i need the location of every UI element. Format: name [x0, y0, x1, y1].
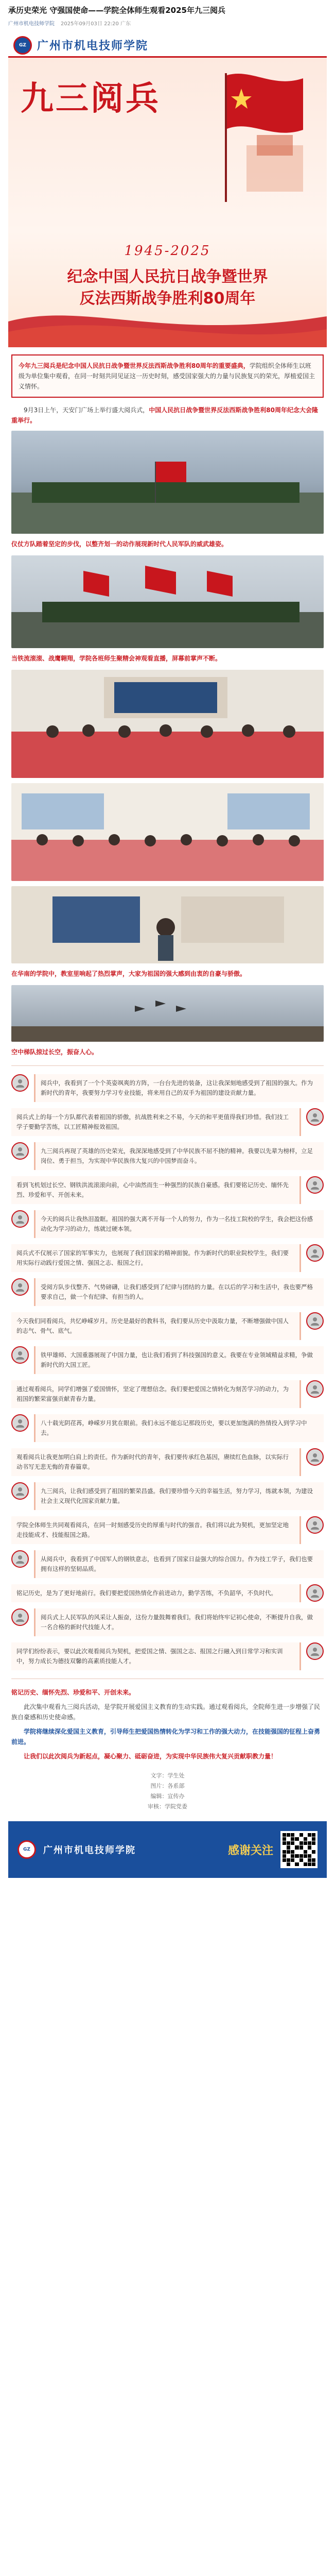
photo-air-formation [11, 985, 324, 1042]
user-icon [310, 1384, 320, 1394]
reflection-card [11, 1448, 324, 1476]
user-icon [310, 1452, 320, 1462]
reflection-card [11, 1584, 324, 1602]
article-source[interactable]: 广州市机电技师学院 [8, 21, 55, 27]
reflection-text: 九三阅兵，让我们感受到了祖国的繁荣昌盛。我们要珍惜今天的幸福生活，努力学习，练就本领，为建设社会主义现代化国家贡献力量。 [34, 1482, 324, 1510]
reflection-card [11, 1414, 324, 1442]
reflection-text: 通过观看阅兵，同学们增强了爱国情怀，坚定了理想信念。我们要把爱国之情转化为刻苦学习的动力，为祖国的繁荣富强贡献青春力量。 [11, 1380, 301, 1408]
closing-red: 铭记历史、缅怀先烈、珍爱和平、开创未来。 [11, 1689, 135, 1696]
user-icon [15, 1418, 25, 1428]
user-icon [15, 1350, 25, 1360]
reflection-card [11, 1516, 324, 1544]
photo-honor-guard [11, 431, 324, 534]
photo-flag-parade [11, 555, 324, 648]
reflection-text: 铭记历史，是为了更好地前行。我们要把爱国热情化作前进动力，勤学苦练，不负韶华，不负时代。 [11, 1584, 301, 1602]
poster-wave [8, 301, 327, 347]
user-icon [310, 1646, 320, 1656]
article-date: 2025年09月03日 22:20 广东 [61, 21, 131, 27]
reflection-card [11, 1278, 324, 1306]
reflection-text: 同学们纷纷表示，要以此次观看阅兵为契机，把爱国之情、强国之志、报国之行融入到日常学习和实训中，努力成长为德技双馨的高素质技能人才。 [11, 1642, 301, 1670]
reflection-text: 阅兵中，我看到了一个个英姿飒爽的方阵，一台台先进的装备，这让我深刻地感受到了祖国的强大。作为新时代的青年，我要努力学习专业技能，将来用自己的双手为祖国的建设贡献力量。 [34, 1074, 324, 1102]
avatar [11, 1482, 29, 1500]
avatar [11, 1142, 29, 1160]
avatar [306, 1516, 324, 1534]
user-icon [310, 1588, 320, 1598]
avatar [306, 1380, 324, 1398]
thanks-label: 感谢关注 [227, 1844, 273, 1857]
school-logo: GZ [17, 1840, 36, 1859]
article-title: 承历史荣光 守强国使命——学院全体师生观看2025年九三阅兵 [8, 6, 225, 15]
user-icon [310, 1248, 320, 1258]
closing-section [11, 1687, 324, 1761]
avatar [306, 1176, 324, 1194]
reflection-card [11, 1346, 324, 1374]
avatar [306, 1108, 324, 1126]
thanks-school-name: 广州市机电技师学院 [43, 1845, 136, 1856]
avatar [11, 1074, 29, 1092]
parade-poster [8, 58, 327, 347]
user-icon [310, 1316, 320, 1326]
avatar [11, 1608, 29, 1626]
user-icon [15, 1554, 25, 1564]
user-icon [15, 1612, 25, 1622]
reflection-text: 九三阅兵再现了英雄的历史荣光，我深深地感受到了中华民族不屈不挠的精神。我要以先辈为榜样，立足岗位、勇于担当，为实现中华民族伟大复兴的中国梦而奋斗。 [34, 1142, 324, 1170]
reflection-text: 八十载光阴荏苒，峥嵘岁月犹在眼前。我们永远不能忘记那段历史，要以更加饱满的热情投入到学习中去。 [34, 1414, 324, 1442]
reflection-text: 阅兵式上人民军队的风采让人振奋，这份力量鼓舞着我们。我们将始终牢记初心使命，不断提升自我，做一名合格的新时代技能人才。 [34, 1608, 324, 1636]
reflection-card [11, 1244, 324, 1272]
user-icon [310, 1180, 320, 1190]
photo-classroom-2 [11, 783, 324, 881]
user-icon [15, 1146, 25, 1156]
poster-subtitle-2: 反法西斯战争胜利80周年 [79, 290, 256, 308]
photo-caption-2: 当铁流滚滚、战鹰翱翔，学院各班师生聚精会神观看直播，屏幕前掌声不断。 [11, 655, 222, 662]
user-icon [15, 1282, 25, 1292]
reflection-text: 阅兵式不仅展示了国家的军事实力，也展现了我们国家的精神面貌。作为新时代的职业院校学生，我们要用实际行动践行爱国之情、强国之志、报国之行。 [11, 1244, 301, 1272]
user-icon [310, 1112, 320, 1122]
credit-review: 审核：学院党委 [148, 1803, 187, 1810]
avatar [11, 1210, 29, 1228]
user-icon [15, 1214, 25, 1224]
credits [11, 1771, 324, 1812]
intro-box [11, 354, 324, 398]
intro-rest: 学院组织全体师生以班级为单位集中观看，在同一时刻共同见证这一历史时刻，感受国家强大的力量与民族复兴的荣光，厚植爱国主义情怀。 [19, 362, 315, 390]
reflection-text: 铁甲雄师、大国重器展现了中国力量，也让我们看到了科技强国的意义。我要在专业领域精益求精，争做新时代的大国工匠。 [34, 1346, 324, 1374]
reflection-card [11, 1312, 324, 1340]
avatar [306, 1312, 324, 1330]
reflection-card [11, 1550, 324, 1578]
reflection-card [11, 1608, 324, 1636]
reflection-card [11, 1108, 324, 1136]
photo-caption-1: 仪仗方队踏着坚定的步伐，以整齐划一的动作展现新时代人民军队的威武雄姿。 [11, 540, 228, 548]
avatar [11, 1414, 29, 1432]
photo-caption-4: 空中梯队掠过长空，振奋人心。 [11, 1048, 98, 1056]
reflection-text: 观看阅兵让我更加明白肩上的责任。作为新时代的青年，我们要传承红色基因，赓续红色血脉，以实际行动书写无悲无悔的青春篇章。 [11, 1448, 301, 1476]
divider [11, 1065, 324, 1066]
poster-years: 1945-2025 [124, 243, 211, 259]
user-icon [15, 1078, 25, 1088]
reflection-card [11, 1074, 324, 1102]
reflection-text: 阅兵式上的每一个方队都代表着祖国的骄傲，抗战胜利来之不易，今天的和平更值得我们珍惜。我们技工学子要勤学苦练，以工匠精神报效祖国。 [11, 1108, 301, 1136]
reflection-card [11, 1380, 324, 1408]
thanks-banner [8, 1821, 327, 1878]
closing-blue: 学院将继续深化爱国主义教育，引导师生把爱国热情转化为学习和工作的强大动力，在技能强国的征程上奋勇前进。 [11, 1728, 321, 1745]
reflection-card [11, 1210, 324, 1238]
article-meta [8, 19, 327, 27]
closing-last: 让我们以此次阅兵为新起点，凝心聚力、砥砺奋进，为实现中华民族伟大复兴贡献职教力量！ [24, 1753, 277, 1760]
reflection-text: 看到飞机划过长空、钢铁洪流滚滚向前，心中油然而生一种强烈的民族自豪感。我们要铭记历史、缅怀先烈、珍爱和平、开创未来。 [11, 1176, 301, 1204]
photo-classroom-1 [11, 670, 324, 778]
reflection-card [11, 1642, 324, 1670]
avatar [306, 1642, 324, 1660]
flag-icon [216, 68, 308, 202]
poster-headline: 九三阅兵 [21, 79, 161, 118]
credit-editor: 编辑：宣传办 [150, 1793, 185, 1800]
photo-caption-3: 在华南的学院中，教室里响起了热烈掌声，大家为祖国的强大感到由衷的自豪与骄傲。 [11, 970, 246, 977]
reflection-card [11, 1176, 324, 1204]
photo-lecture [11, 886, 324, 963]
avatar [306, 1584, 324, 1602]
reflection-text: 学院全体师生共同观看阅兵，在同一时刻感受历史的厚重与时代的强音。我们将以此为契机，更加坚定地走技能成才、技能报国之路。 [11, 1516, 301, 1544]
student-reflections [0, 1074, 335, 1670]
avatar [306, 1244, 324, 1262]
reflection-card [11, 1482, 324, 1510]
avatar [306, 1448, 324, 1466]
avatar [11, 1278, 29, 1296]
avatar [11, 1346, 29, 1364]
credit-photo: 图片：各系部 [150, 1783, 185, 1789]
school-logo: GZ [13, 36, 32, 55]
reflection-text: 今天我们同看阅兵，共忆峥嵘岁月。历史是最好的教科书，我们要从历史中汲取力量，不断增强做中国人的志气、骨气、底气。 [11, 1312, 301, 1340]
reflection-text: 受阅方队步伐整齐、气势磅礴，让我们感受到了纪律与团结的力量。在以后的学习和生活中，我也要严格要求自己，做一个有纪律、有担当的人。 [34, 1278, 324, 1306]
intro-lead: 今年九三阅兵是纪念中国人民抗日战争暨世界反法西斯战争胜利80周年的重要盛典， [19, 362, 250, 369]
qr-code-icon[interactable] [280, 1831, 318, 1868]
reflection-card [11, 1142, 324, 1170]
article-header [0, 0, 335, 31]
reflection-text: 今天的阅兵让我热泪盈眶。祖国的强大离不开每一个人的努力，作为一名技工院校的学生，我会把这份感动化为学习的动力，练就过硬本领。 [34, 1210, 324, 1238]
credit-text: 文字：学生处 [150, 1772, 185, 1779]
school-banner [8, 34, 327, 58]
user-icon [310, 1520, 320, 1530]
user-icon [15, 1486, 25, 1496]
reflection-text: 从阅兵中，我看到了中国军人的钢铁意志，也看到了国家日益强大的综合国力。作为技工学子，我们也要拥有这样的坚韧品质。 [34, 1550, 324, 1578]
avatar [11, 1550, 29, 1568]
school-name: 广州市机电技师学院 [37, 39, 149, 53]
poster-subtitle-1: 纪念中国人民抗日战争暨世界 [67, 268, 268, 286]
paragraph-1: 9月3日上午，天安门广场上举行盛大阅兵式，中国人民抗日战争暨世界反法西斯战争胜利80周年纪念大会隆重举行。 [11, 406, 318, 424]
closing-text: 此次集中观看九三阅兵活动，是学院开展爱国主义教育的生动实践。通过观看阅兵，全院师生进一步增强了民族自豪感和历史使命感。 [11, 1703, 321, 1721]
